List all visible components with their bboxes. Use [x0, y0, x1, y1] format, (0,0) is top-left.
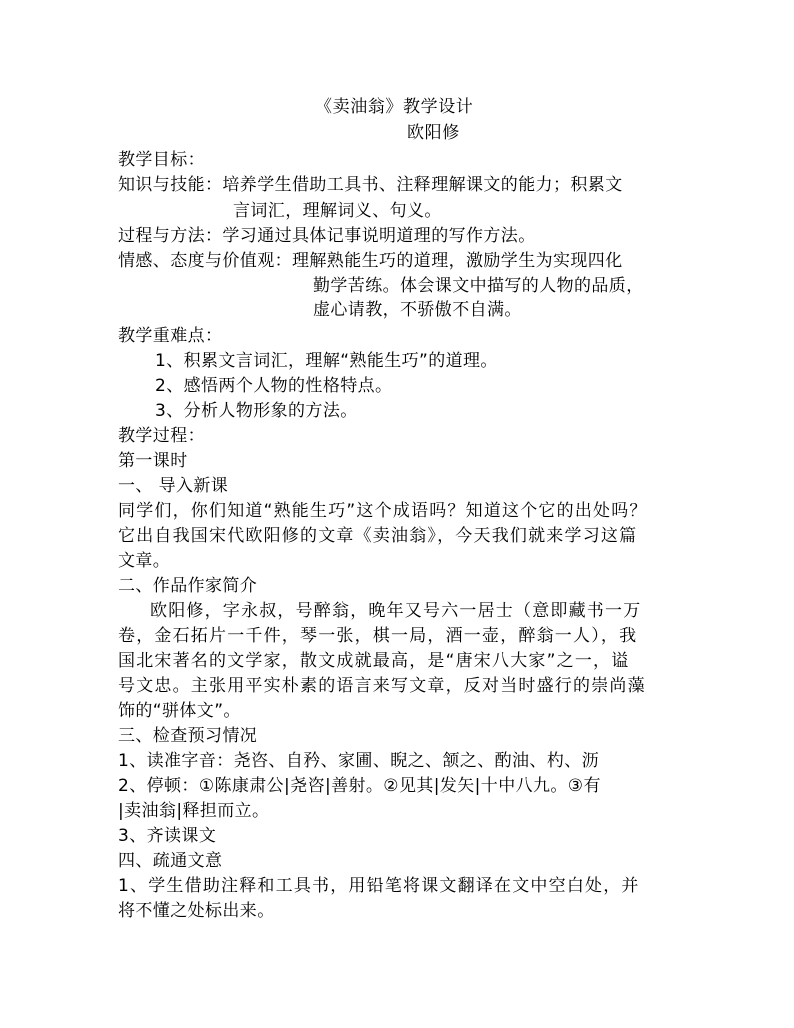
section-1-heading: 一、 导入新课: [118, 476, 229, 496]
section-2-paragraph-line: 国北宋著名的文学家，散文成就最高，是“唐宋八大家”之一，谥: [118, 651, 630, 671]
process-heading: 教学过程：: [118, 426, 205, 446]
section-4-heading: 四、疏通文意: [118, 851, 223, 871]
key-point-item: 2、感悟两个人物的性格特点。: [155, 376, 393, 396]
section-1-paragraph-line: 文章。: [118, 551, 171, 571]
section-3-heading: 三、检查预习情况: [118, 726, 258, 746]
key-points-heading: 教学重难点：: [118, 326, 223, 346]
objective-knowledge-line-2: 言词汇，理解词义、句义。: [233, 201, 442, 221]
section-4-item: 将不懂之处标出来。: [118, 901, 275, 921]
section-2-paragraph-line: 号文忠。主张用平实朴素的语言来写文章，反对当时盛行的崇尚藻: [118, 676, 646, 696]
key-point-item: 1、积累文言词汇，理解“熟能生巧”的道理。: [155, 351, 498, 371]
objective-emotion-line-1: 情感、态度与价值观：理解熟能生巧的道理，激励学生为实现四化: [118, 251, 623, 271]
section-2-paragraph-line: 欧阳修，字永叔，号醉翁，晚年又号六一居士（意即藏书一万: [150, 601, 642, 621]
section-3-item: 2、停顿：①陈康肃公|尧咨|善射。②见其|发矢|十中八九。③有: [118, 776, 601, 796]
section-3-item: |卖油翁|释担而立。: [118, 801, 270, 821]
objective-process: 过程与方法：学习通过具体记事说明道理的写作方法。: [118, 226, 536, 246]
section-1-paragraph-line: 它出自我国宋代欧阳修的文章《卖油翁》，今天我们就来学习这篇: [118, 526, 638, 546]
document-title: 《卖油翁》教学设计: [315, 97, 474, 117]
section-2-heading: 二、作品作家简介: [118, 576, 258, 596]
section-4-item: 1、学生借助注释和工具书，用铅笔将课文翻译在文中空白处，并: [118, 876, 640, 896]
lesson-label: 第一课时: [118, 451, 188, 471]
objective-knowledge-line-1: 知识与技能：培养学生借助工具书、注释理解课文的能力；积累文: [118, 175, 623, 195]
section-1-paragraph-line: 同学们，你们知道“熟能生巧”这个成语吗？知道这个它的出处吗？: [118, 501, 648, 521]
objective-emotion-line-3: 虚心请教，不骄傲不自满。: [313, 300, 522, 320]
section-3-item: 3、齐读课文: [118, 826, 217, 846]
section-2-paragraph-line: 卷，金石拓片一千件，琴一张，棋一局，酒一壶，醉翁一人），我: [118, 626, 638, 646]
section-3-item: 1、读准字音：尧咨、自矜、家圃、睨之、颔之、酌油、杓、沥: [118, 751, 600, 771]
objective-emotion-line-2: 勤学苦练。体会课文中描写的人物的品质，: [313, 276, 644, 296]
section-2-paragraph-line: 饰的“骈体文”。: [118, 701, 241, 721]
document-author: 欧阳修: [407, 123, 460, 143]
key-point-item: 3、分析人物形象的方法。: [155, 401, 358, 421]
objectives-heading: 教学目标：: [118, 150, 205, 170]
